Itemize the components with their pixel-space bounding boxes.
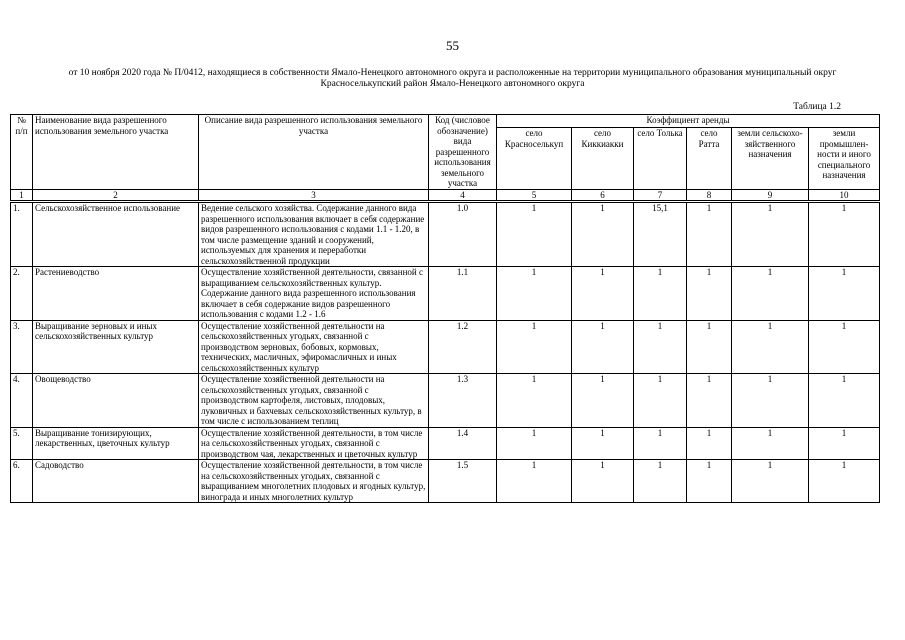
row-value: 1	[687, 460, 732, 503]
row-description: Осуществление хозяйственной деятельности на сельскохозяйственных угодьях, связанной с производством зерновых, бобовых, кормовых, технических, масличных, эфиромасличных и иных сельскохозяйственных культур	[199, 320, 429, 374]
row-value: 1	[687, 202, 732, 267]
row-value: 1	[634, 427, 687, 460]
row-value: 1	[572, 202, 634, 267]
row-value: 1	[572, 374, 634, 428]
column-number: 1	[11, 189, 33, 202]
row-value: 1	[809, 374, 880, 428]
row-number: 5.	[11, 427, 33, 460]
column-number: 6	[572, 189, 634, 202]
row-value: 1	[732, 320, 809, 374]
row-value: 1	[634, 320, 687, 374]
row-number: 3.	[11, 320, 33, 374]
table-row	[11, 460, 880, 503]
row-value: 1	[497, 374, 572, 428]
column-number: 2	[33, 189, 199, 202]
column-number: 4	[429, 189, 497, 202]
row-value: 1	[497, 267, 572, 321]
header-sub-agricultural: земли сельскохо-зяйственного назначения	[732, 128, 809, 189]
row-value: 1	[732, 202, 809, 267]
header-sub-industrial: земли промышлен-ности и иного специального назначения	[809, 128, 880, 189]
row-description: Осуществление хозяйственной деятельности на сельскохозяйственных угодьях, связанной с производством картофеля, листовых, плодовых, луковичных и бахчевых сельскохозяйственных культур, в том числе с использованием теплиц	[199, 374, 429, 428]
column-number: 9	[732, 189, 809, 202]
table-row	[11, 267, 880, 321]
row-description: Осуществление хозяйственной деятельности, связанной с выращиванием сельскохозяйственных культур. Содержание данного вида разрешенного использования включает в себя содержание видов разрешенного использования с кодами 1.2 - 1.6	[199, 267, 429, 321]
row-value: 1	[732, 267, 809, 321]
row-name: Сельскохозяйственное использование	[33, 202, 199, 267]
column-number: 7	[634, 189, 687, 202]
column-number: 8	[687, 189, 732, 202]
row-value: 1	[572, 267, 634, 321]
row-description: Осуществление хозяйственной деятельности, в том числе на сельскохозяйственных угодьях, связанной с выращиванием многолетних плодовых и ягодных культур, винограда и иных многолетних культур	[199, 460, 429, 503]
row-code: 1.3	[429, 374, 497, 428]
row-value: 1	[732, 374, 809, 428]
row-code: 1.2	[429, 320, 497, 374]
row-number: 6.	[11, 460, 33, 503]
row-value: 1	[687, 427, 732, 460]
row-value: 1	[809, 202, 880, 267]
row-value: 1	[572, 460, 634, 503]
row-value: 1	[634, 267, 687, 321]
row-description: Ведение сельского хозяйства. Содержание данного вида разрешенного использования включает в себя содержание видов разрешенного использования с кодами 1.1 - 1.20, в том числе размещение зданий и сооружений, используемых для хранения и переработки сельскохозяйственной продукции	[199, 202, 429, 267]
row-code: 1.0	[429, 202, 497, 267]
row-number: 2.	[11, 267, 33, 321]
column-number: 10	[809, 189, 880, 202]
table-row	[11, 427, 880, 460]
row-value: 1	[809, 267, 880, 321]
lease-coefficient-table	[10, 114, 880, 503]
row-number: 4.	[11, 374, 33, 428]
header-name: Наименование вида разрешенного использования земельного участка	[33, 115, 199, 190]
header-code: Код (числовое обозначение) вида разрешенного использования земельного участка	[429, 115, 497, 190]
row-value: 1	[497, 320, 572, 374]
document-subtitle: от 10 ноября 2020 года № П/0412, находящиеся в собственности Ямало-Ненецкого автономного округа и расположенные на территории муниципального образования муниципальный округ Красноселькупский район Ямало-Ненецкого автономного округа	[68, 68, 837, 89]
row-value: 1	[809, 320, 880, 374]
header-description: Описание вида разрешенного использования земельного участка	[199, 115, 429, 190]
row-code: 1.4	[429, 427, 497, 460]
row-code: 1.1	[429, 267, 497, 321]
row-value: 1	[634, 460, 687, 503]
row-name: Выращивание тонизирующих, лекарственных, цветочных культур	[33, 427, 199, 460]
row-name: Выращивание зерновых и иных сельскохозяйственных культур	[33, 320, 199, 374]
row-name: Садоводство	[33, 460, 199, 503]
row-value: 1	[497, 202, 572, 267]
header-sub-kikkiakki: село Киккиакки	[572, 128, 634, 189]
row-value: 1	[634, 374, 687, 428]
table-row	[11, 202, 880, 267]
row-description: Осуществление хозяйственной деятельности, в том числе на сельскохозяйственных угодьях, связанной с производством чая, лекарственных и цветочных культур	[199, 427, 429, 460]
row-name: Растениеводство	[33, 267, 199, 321]
row-value: 1	[572, 320, 634, 374]
table-label: Таблица 1.2	[793, 102, 841, 112]
row-value: 1	[809, 427, 880, 460]
header-coefficient: Коэффициент аренды	[497, 115, 880, 128]
column-number: 3	[199, 189, 429, 202]
row-value: 1	[497, 427, 572, 460]
header-num: № п/п	[11, 115, 33, 190]
row-number: 1.	[11, 202, 33, 267]
row-value: 1	[572, 427, 634, 460]
row-value: 1	[732, 427, 809, 460]
row-value: 1	[687, 320, 732, 374]
column-number-row	[11, 189, 880, 202]
row-value: 1	[732, 460, 809, 503]
table-row	[11, 374, 880, 428]
header-sub-tolka: село Толька	[634, 128, 687, 189]
header-sub-krasnoselkup: село Красноселькуп	[497, 128, 572, 189]
page-number: 55	[446, 38, 459, 53]
row-value: 15,1	[634, 202, 687, 267]
row-code: 1.5	[429, 460, 497, 503]
header-sub-ratta: село Ратта	[687, 128, 732, 189]
row-value: 1	[809, 460, 880, 503]
column-number: 5	[497, 189, 572, 202]
table-row	[11, 320, 880, 374]
row-name: Овощеводство	[33, 374, 199, 428]
row-value: 1	[687, 267, 732, 321]
row-value: 1	[687, 374, 732, 428]
row-value: 1	[497, 460, 572, 503]
